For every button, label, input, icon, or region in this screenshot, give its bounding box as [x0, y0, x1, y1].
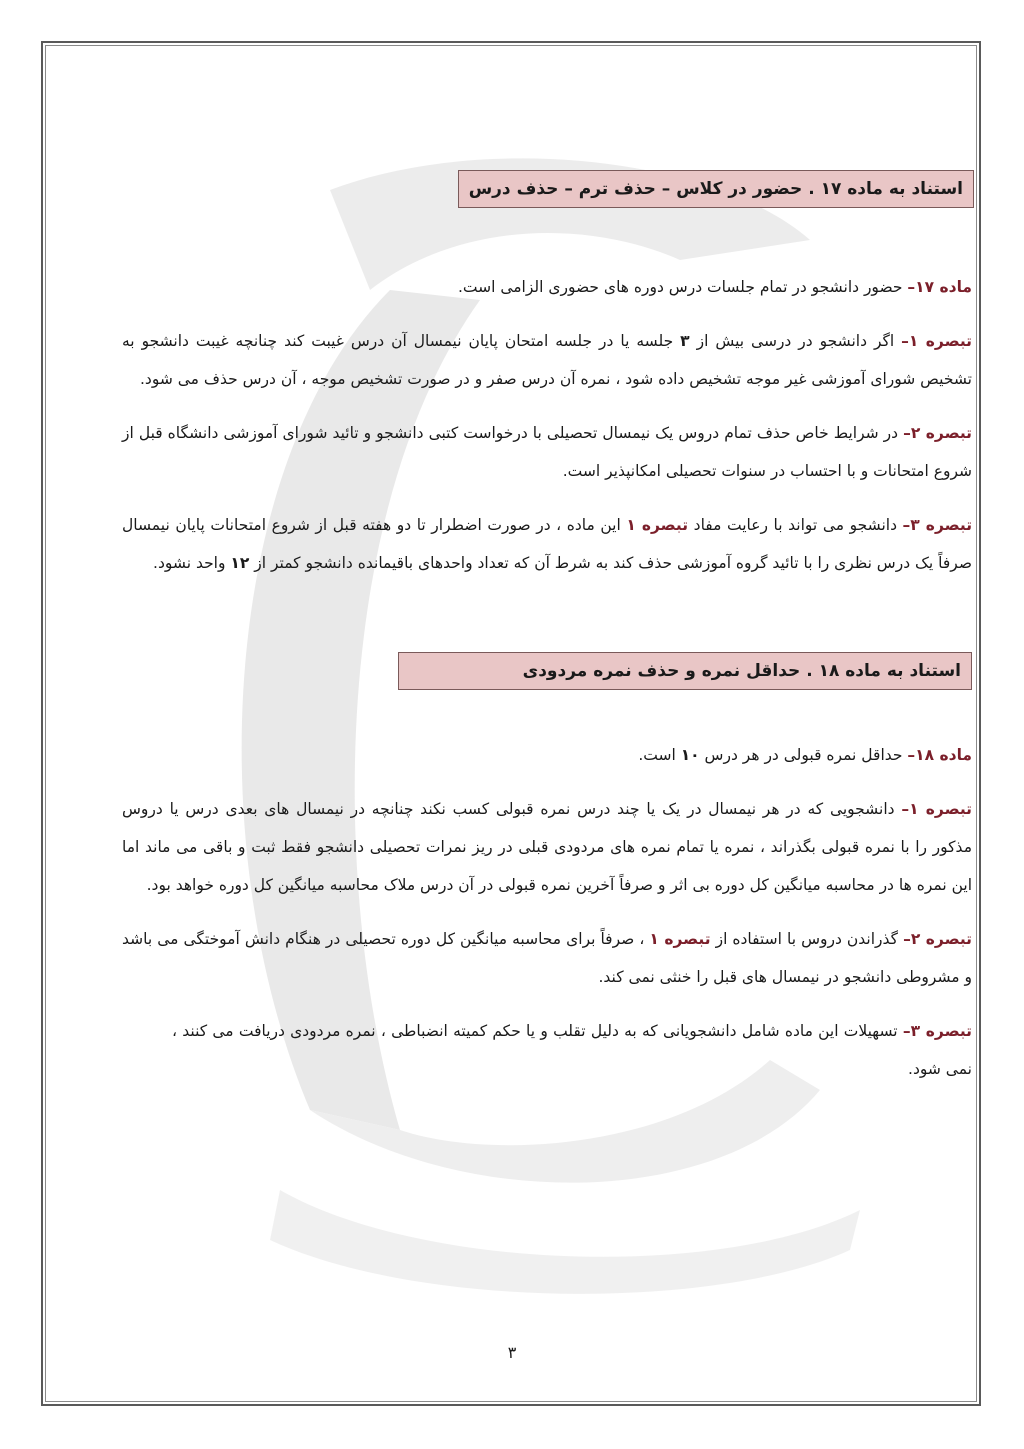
article-17 — [122, 268, 972, 306]
note-text: ، صرفاً برای محاسبه میانگین کل دوره تحصیلی در هنگام دانش آموختگی می باشد و مشروطی دانشجو در نیمسال های قبل را خنثی نمی کند. — [122, 930, 972, 986]
note-text: دانشجویی که در هر نیمسال در یک یا چند درس نمره قبولی کسب نکند چنانچه در نیمسال های بعدی درس یا دروس مذکور را با نمره قبولی بگذراند ، نمره یا تمام نمره های مردودی قبلی در ریز نمرات تحصیلی دانشجو فقط ثبت و باقی می ماند اما این نمره ها در محاسبه میانگین کل دوره بی اثر و صرفاً آخرین نمره قبولی در آن درس ملاک محاسبه میانگین کل دوره خواهد بود. — [122, 800, 972, 894]
note-3-article-18 — [172, 1012, 972, 1088]
note-text: در شرایط خاص حذف تمام دروس یک نیمسال تحصیلی با درخواست کتبی دانشجو و تائید شورای آموزشی دانشگاه قبل از شروع امتحانات و با احتساب در سنوات تحصیلی امکانپذیر است. — [122, 424, 972, 480]
note-label: تبصره ۲– — [903, 930, 972, 948]
note-1-article-18 — [122, 790, 972, 904]
note-text: واحد نشود. — [153, 554, 231, 572]
note-text: گذراندن دروس با استفاده از — [710, 930, 904, 948]
note-reference: تبصره ۱ — [626, 516, 689, 534]
note-3-article-17 — [122, 506, 972, 582]
article-18 — [122, 736, 972, 774]
note-2-article-18 — [122, 920, 972, 996]
note-text: جلسه یا در جلسه امتحان پایان نیمسال آن درس غیبت کند چنانچه غیبت دانشجو به تشخیص شورای آموزشی غیر موجه تشخیص داده شود ، نمره آن درس صفر و در صورت تشخیص موجه ، آن درس حذف می شود. — [122, 332, 972, 388]
page-number: ۳ — [507, 1343, 517, 1362]
note-label: تبصره ۳– — [902, 516, 973, 534]
section-heading: استناد به ماده ۱۷ . حضور در کلاس – حذف ترم – حذف درس — [458, 170, 974, 208]
document-content — [122, 170, 972, 1088]
note-label: تبصره ۱– — [901, 800, 972, 818]
note-label: تبصره ۲– — [903, 424, 972, 442]
article-label: ماده ۱۷– — [907, 278, 972, 296]
passing-grade: ۱۰ — [680, 746, 700, 764]
unit-count: ۱۲ — [230, 554, 250, 572]
article-text: است. — [638, 746, 681, 764]
article-text: حضور دانشجو در تمام جلسات درس دوره های حضوری الزامی است. — [457, 278, 908, 296]
note-label: تبصره ۱– — [901, 332, 972, 350]
session-count: ۳ — [680, 332, 690, 350]
note-reference: تبصره ۱ — [649, 930, 711, 948]
section-heading: استناد به ماده ۱۸ . حداقل نمره و حذف نمره مردودی — [398, 652, 972, 690]
note-text: این ماده ، در صورت اضطرار تا دو هفته قبل از شروع امتحانات پایان نیمسال صرفاً یک درس نظری را با تائید گروه آموزشی حذف کند به شرط آن که تعداد واحدهای باقیمانده دانشجو کمتر از — [122, 516, 972, 572]
section-18 — [122, 652, 972, 702]
note-1-article-17 — [122, 322, 972, 398]
note-text: اگر دانشجو در درسی بیش از — [689, 332, 902, 350]
note-2-article-17 — [122, 414, 972, 490]
note-label: تبصره ۳– — [902, 1022, 972, 1040]
article-text: حداقل نمره قبولی در هر درس — [699, 746, 908, 764]
note-text: تسهیلات این ماده شامل دانشجویانی که به دلیل تقلب و یا حکم کمیته انضباطی ، نمره مردودی دریافت می کنند ، نمی شود. — [172, 1022, 972, 1078]
article-label: ماده ۱۸– — [907, 746, 972, 764]
note-text: دانشجو می تواند با رعایت مفاد — [688, 516, 903, 534]
section-17 — [122, 170, 972, 220]
